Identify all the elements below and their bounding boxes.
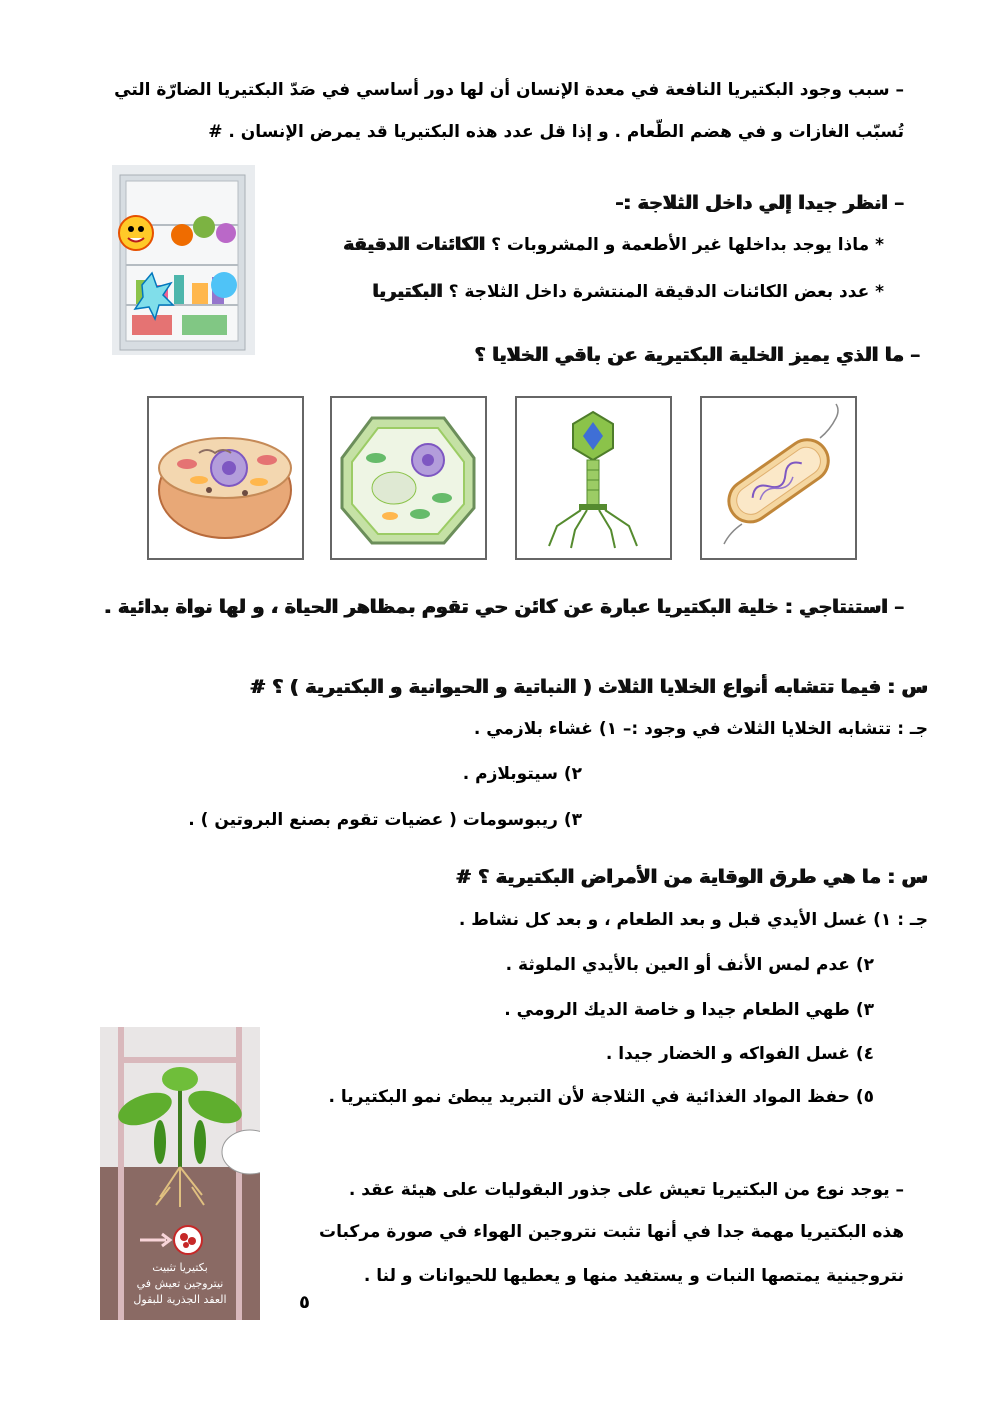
- fridge-image: [112, 165, 255, 355]
- intro-line-2: تُسبّب الغازات و في هضم الطّعام . و إذا قل عدد هذه البكتيريا قد يمرض الإنسان . #: [208, 122, 904, 142]
- intro-line-1: – سبب وجود البكتيريا النافعة في معدة الإنسان أن لها دور أساسي في صَدّ البكتيريا الضارّة التي: [114, 80, 904, 100]
- legume-line-2: هذه البكتيريا مهمة جدا في أنها تثبت نتروجين الهواء في صورة مركبات: [319, 1222, 904, 1242]
- fridge-heading: – انظر جيدا إلي داخل الثلاجة :-: [615, 192, 904, 214]
- animal-cell-image: [149, 398, 302, 558]
- fridge-question-1-text: * ماذا يوجد بداخلها غير الأطعمة و المشروبات ؟: [485, 235, 884, 255]
- page-number: ٥: [299, 1292, 310, 1313]
- answer-prevention-5: ٥) حفظ المواد الغذائية في الثلاجة لأن التبريد يبطئ نمو البكتيريا .: [328, 1087, 874, 1107]
- legume-caption-1: بكتيريا تثبيت: [152, 1261, 208, 1274]
- conclusion-text: خلية البكتيريا عبارة عن كائن حي تقوم بمظاهر الحياة ، و لها نواة بدائية .: [104, 596, 786, 618]
- virus-box: [515, 396, 672, 560]
- answer-prevention-3: ٣) طهي الطعام جيدا و خاصة الديك الرومي .: [504, 1000, 874, 1020]
- answer-similarity-1: جـ : تتشابه الخلايا الثلاث في وجود :– ١) غشاء بلازمي .: [473, 719, 928, 739]
- fridge-answer-1: الكائنات الدقيقة: [343, 234, 486, 255]
- legume-line-3: نتروجينية يمتصها النبات و يستفيد منها و يعطيها للحيوانات و لنا .: [363, 1266, 904, 1286]
- conclusion-label: – استنتاجي :: [785, 596, 904, 618]
- fridge-answer-2: البكتيريا: [372, 281, 443, 302]
- answer-similarity-3: ٣) ريبوسومات ( عضيات تقوم بصنع البروتين ) .: [188, 810, 582, 830]
- bacteria-box: [700, 396, 857, 560]
- fridge-question-1: [343, 234, 884, 255]
- animal-cell-box: [147, 396, 304, 560]
- plant-cell-box: [330, 396, 487, 560]
- fridge-question-2-text: * عدد بعض الكائنات الدقيقة المنتشرة داخل الثلاجة ؟: [442, 282, 884, 302]
- conclusion: [104, 596, 904, 618]
- legume-caption-2: نيتروجين تعيش في: [136, 1277, 224, 1290]
- virus-image: [517, 398, 670, 558]
- legume-caption-3: العقد الجذرية للبقول: [133, 1293, 227, 1306]
- bacteria-image: [702, 398, 855, 558]
- answer-prevention-4: ٤) غسل الفواكه و الخضار جيدا .: [605, 1044, 874, 1064]
- legume-root-image: [100, 1027, 260, 1320]
- plant-cell-image: [332, 398, 485, 558]
- answer-prevention-2: ٢) عدم لمس الأنف أو العين بالأيدي الملوثة .: [505, 955, 874, 975]
- question-similarity: س : فيما تتشابه أنواع الخلايا الثلاث ( النباتية و الحيوانية و البكتيرية ) ؟ #: [249, 676, 928, 698]
- answer-prevention-1: جـ : ١) غسل الأيدي قبل و بعد الطعام ، و بعد كل نشاط .: [458, 910, 928, 930]
- fridge-question-2: [373, 281, 884, 302]
- question-prevention: س : ما هي طرق الوقاية من الأمراض البكتيرية ؟ #: [455, 866, 928, 888]
- answer-similarity-2: ٢) سيتوبلازم .: [462, 764, 582, 784]
- cells-heading: – ما الذي يميز الخلية البكتيرية عن باقي الخلايا ؟: [474, 344, 920, 366]
- legume-line-1: – يوجد نوع من البكتيريا تعيش على جذور البقوليات على هيئة عقد .: [348, 1180, 904, 1200]
